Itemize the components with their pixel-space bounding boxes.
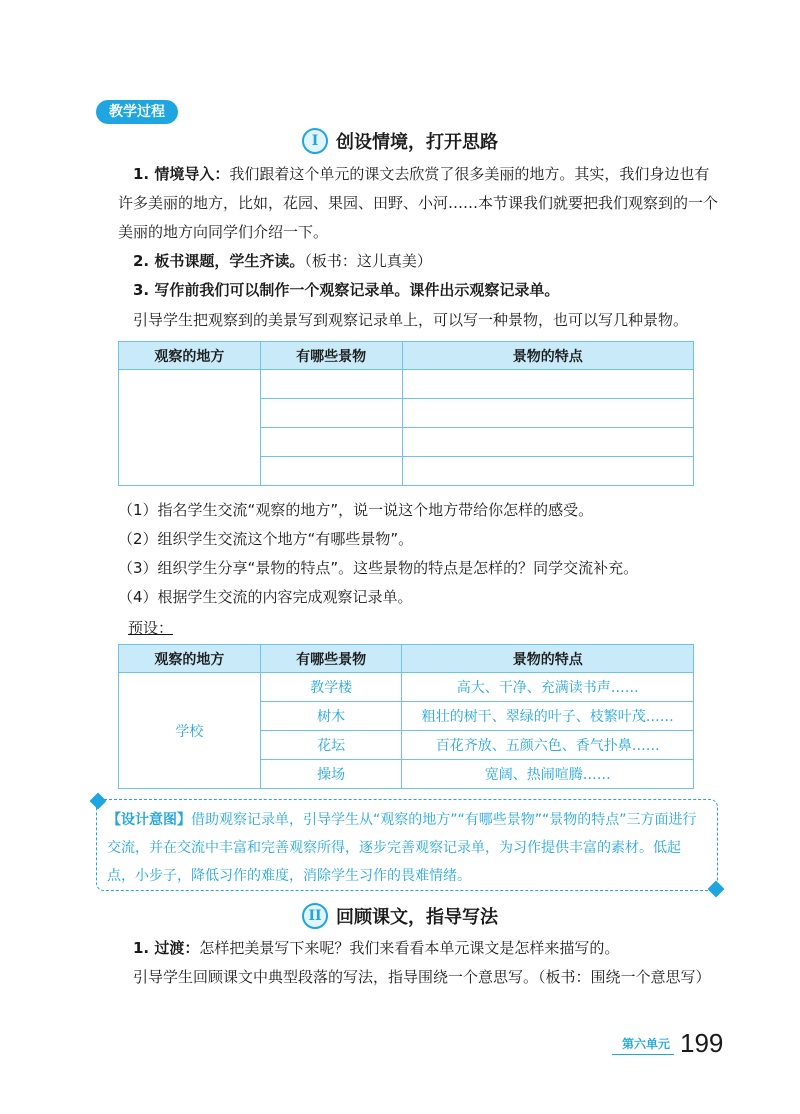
table-row [119,370,694,399]
table-header: 景物的特点 [402,342,694,370]
section-title: 回顾课文，指导写法 [336,907,498,928]
blank-record-table [118,341,694,486]
table-header: 有哪些景物 [260,645,402,673]
design-intent-box [96,799,718,891]
table-cell [260,370,402,399]
table-cell [402,399,694,428]
table-header: 观察的地方 [119,342,261,370]
scene-cell: 花坛 [260,731,402,760]
paragraph-text: 怎样把美景写下来呢？我们来看看本单元课文是怎样来描写的。 [199,939,620,957]
preset-record-table [118,644,694,789]
step-item: （3）组织学生分享“景物的特点”。这些景物的特点是怎样的？同学交流补充。 [118,559,639,577]
table-header-row [119,342,694,370]
section-heading-2 [0,903,800,929]
design-intent-label: 【设计意图】 [107,812,191,828]
preset-place-cell: 学校 [119,673,261,789]
table-cell [402,428,694,457]
paragraph-situation [118,160,722,247]
table-cell [119,370,261,486]
feature-cell: 粗壮的树干、翠绿的叶子、枝繁叶茂…… [402,702,694,731]
table-cell [402,370,694,399]
paragraph-review: 引导学生回顾课文中典型段落的写法，指导围绕一个意思写。（板书：围绕一个意思写） [133,968,711,986]
paragraph-label: 2. 板书课题，学生齐读。 [133,252,305,270]
table-header: 景物的特点 [402,645,694,673]
feature-cell: 宽阔、热闹喧腾…… [402,760,694,789]
section-number-badge: I [302,128,328,154]
footer-divider [612,1054,674,1055]
step-item: （2）组织学生交流这个地方“有哪些景物”。 [118,530,414,548]
footer-unit-label: 第六单元 [622,1037,671,1051]
table-header: 有哪些景物 [260,342,402,370]
section-title: 创设情境，打开思路 [336,132,498,153]
scene-cell: 操场 [260,760,402,789]
feature-cell: 高大、干净、充满读书声…… [402,673,694,702]
section-number-badge: II [302,903,328,929]
design-intent-text: 借助观察记录单，引导学生从“观察的地方”“有哪些景物”“景物的特点”三方面进行交流，并在交流中丰富和完善观察所得，逐步完善观察记录单，为习作提供丰富的素材。低起点，小步子，降低习作的难度，消除学生习作的畏难情绪。 [107,812,697,884]
feature-cell: 百花齐放、五颜六色、香气扑鼻…… [402,731,694,760]
scene-cell: 教学楼 [260,673,402,702]
paragraph-text: 我们跟着这个单元的课文去欣赏了很多美丽的地方。其实，我们身边也有许多美丽的地方，比如，花园、果园、田野、小河……本节课我们就要把我们观察到的一个美丽的地方向同学们介绍一下。 [118,165,719,241]
preset-label: 预设： [128,619,174,637]
table-cell [402,457,694,486]
table-row [119,673,694,702]
page-number: 199 [680,1028,724,1058]
paragraph-record-sheet: 3. 写作前我们可以制作一个观察记录单。课件出示观察记录单。 [133,281,560,299]
step-item: （1）指名学生交流“观察的地方”，说一说这个地方带给你怎样的感受。 [118,501,594,519]
paragraph-transition [118,934,722,963]
paragraph-label: 1. 过渡： [133,939,200,957]
table-header-row [119,645,694,673]
table-header: 观察的地方 [119,645,261,673]
paragraph-guide: 引导学生把观察到的美景写到观察记录单上，可以写一种景物，也可以写几种景物。 [133,311,689,329]
table-cell [260,428,402,457]
paragraph-label: 1. 情境导入： [133,165,230,183]
table-cell [260,399,402,428]
step-item: （4）根据学生交流的内容完成观察记录单。 [118,588,413,606]
corner-decoration [708,881,725,898]
paragraph-text: （板书：这儿真美） [304,252,432,270]
paragraph-title [118,247,722,276]
table-cell [260,457,402,486]
scene-cell: 树木 [260,702,402,731]
section-tag: 教学过程 [96,100,178,124]
section-heading-1 [0,128,800,154]
corner-decoration [90,793,107,810]
